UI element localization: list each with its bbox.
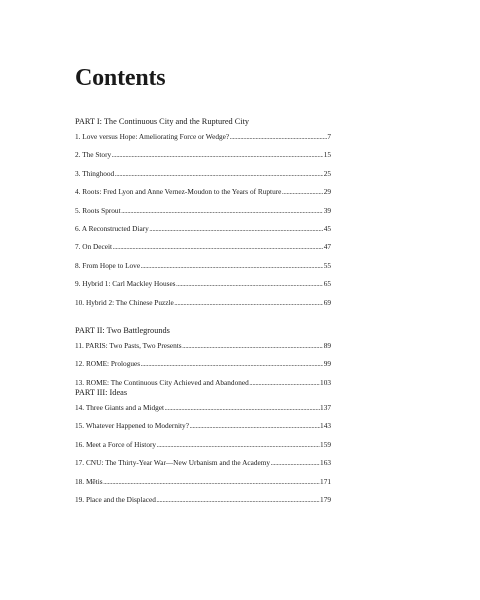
- toc-entry: [75, 457, 331, 468]
- dot-leader: [282, 186, 323, 197]
- toc-entry-page-number: 159: [320, 439, 331, 449]
- dot-leader: [112, 149, 324, 160]
- toc-entry-title: 10. Hybrid 2: The Chinese Puzzle: [75, 297, 174, 307]
- dot-leader: [141, 358, 324, 369]
- toc-part-1: [75, 116, 331, 315]
- toc-entry-title: 3. Thinghood: [75, 168, 115, 178]
- toc-entry-title: 13. ROME: The Continuous City Achieved and Abandoned: [75, 377, 249, 387]
- toc-entry: [75, 358, 331, 369]
- toc-entry: [75, 402, 331, 413]
- toc-entry-page-number: 99: [323, 359, 331, 369]
- toc-entry-title: 2. The Story: [75, 150, 112, 160]
- dot-leader: [174, 297, 323, 308]
- dot-leader: [271, 457, 320, 468]
- toc-entry: [75, 205, 331, 216]
- part-title: PART I: The Continuous City and the Ruptured City: [75, 117, 250, 126]
- dot-leader: [149, 223, 323, 234]
- toc-entry-title: 9. Hybrid 1: Carl Mackley Houses: [75, 279, 176, 289]
- toc-entry-title: 12. ROME: Prologues: [75, 359, 141, 369]
- toc-entry: [75, 439, 331, 450]
- dot-leader: [157, 439, 320, 450]
- toc-part-3: [75, 387, 331, 512]
- toc-entry-title: 16. Meet a Force of History: [75, 439, 157, 449]
- toc-entry: [75, 278, 331, 289]
- toc-entry-page-number: 25: [323, 168, 331, 178]
- dot-leader: [115, 168, 324, 179]
- toc-entry-title: 5. Roots Sprout: [75, 205, 121, 215]
- dot-leader: [189, 420, 319, 431]
- toc-entry-page-number: 7: [327, 132, 331, 141]
- dot-leader: [182, 340, 323, 351]
- toc-entry-page-number: 45: [323, 223, 331, 233]
- part-title: PART III: Ideas: [75, 388, 128, 397]
- toc-entry: [75, 168, 331, 179]
- toc-entry: [75, 260, 331, 271]
- toc-entry: [75, 241, 331, 252]
- toc-entry-page-number: 89: [323, 341, 331, 350]
- toc-entry-page-number: 39: [323, 205, 331, 215]
- toc-entry: [75, 149, 331, 160]
- toc-entry-title: 6. A Reconstructed Diary: [75, 223, 149, 233]
- toc-entry-title: 19. Place and the Displaced: [75, 494, 156, 504]
- dot-leader: [230, 131, 327, 142]
- toc-entry-page-number: 47: [323, 242, 331, 252]
- toc-entry: [75, 476, 331, 487]
- toc-entry: [75, 297, 331, 308]
- toc-entry: [75, 420, 331, 431]
- dot-leader: [165, 402, 320, 413]
- toc-entry-page-number: 69: [323, 297, 331, 307]
- toc-entry-page-number: 137: [320, 403, 331, 412]
- toc-entry: [75, 340, 331, 351]
- toc-entry-page-number: 55: [323, 260, 331, 270]
- toc-entry-title: 4. Roots: Fred Lyon and Anne Vernez-Moudon to the Years of Rupture: [75, 187, 282, 197]
- dot-leader: [113, 241, 324, 252]
- toc-entry: [75, 131, 331, 142]
- dot-leader: [103, 476, 319, 487]
- toc-entry-title: 17. CNU: The Thirty-Year War—New Urbanism and the Academy: [75, 458, 271, 468]
- toc-entry-page-number: 103: [320, 377, 331, 387]
- toc-entry-title: 1. Love versus Hope: Ameliorating Force or Wedge?: [75, 132, 230, 141]
- toc-entry-title: 15. Whatever Happened to Modernity?: [75, 421, 189, 431]
- toc-entry-page-number: 171: [320, 476, 331, 486]
- toc-entry-page-number: 65: [323, 279, 331, 289]
- toc-entry: [75, 223, 331, 234]
- page-title: Contents: [75, 65, 166, 91]
- toc-entry-page-number: 143: [320, 421, 331, 431]
- toc-entry-title: 7. On Deceit: [75, 242, 113, 252]
- dot-leader: [141, 260, 324, 271]
- toc-entry-page-number: 163: [320, 458, 331, 468]
- toc-entry: [75, 494, 331, 505]
- dot-leader: [176, 278, 323, 289]
- toc-entry: [75, 186, 331, 197]
- toc-entry-title: 8. From Hope to Love: [75, 260, 141, 270]
- toc-entry-title: 14. Three Giants and a Midget: [75, 403, 165, 412]
- dot-leader: [121, 205, 323, 216]
- toc-part-2: [75, 325, 331, 395]
- toc-entry-page-number: 179: [320, 494, 331, 504]
- toc-entry-title: 18. Mētis: [75, 476, 103, 486]
- dot-leader: [156, 494, 319, 505]
- part-title: PART II: Two Battlegrounds: [75, 326, 170, 335]
- toc-entry-title: 11. PARIS: Two Pasts, Two Presents: [75, 341, 182, 350]
- toc-entry-page-number: 15: [323, 150, 331, 160]
- toc-entry-page-number: 29: [323, 187, 331, 197]
